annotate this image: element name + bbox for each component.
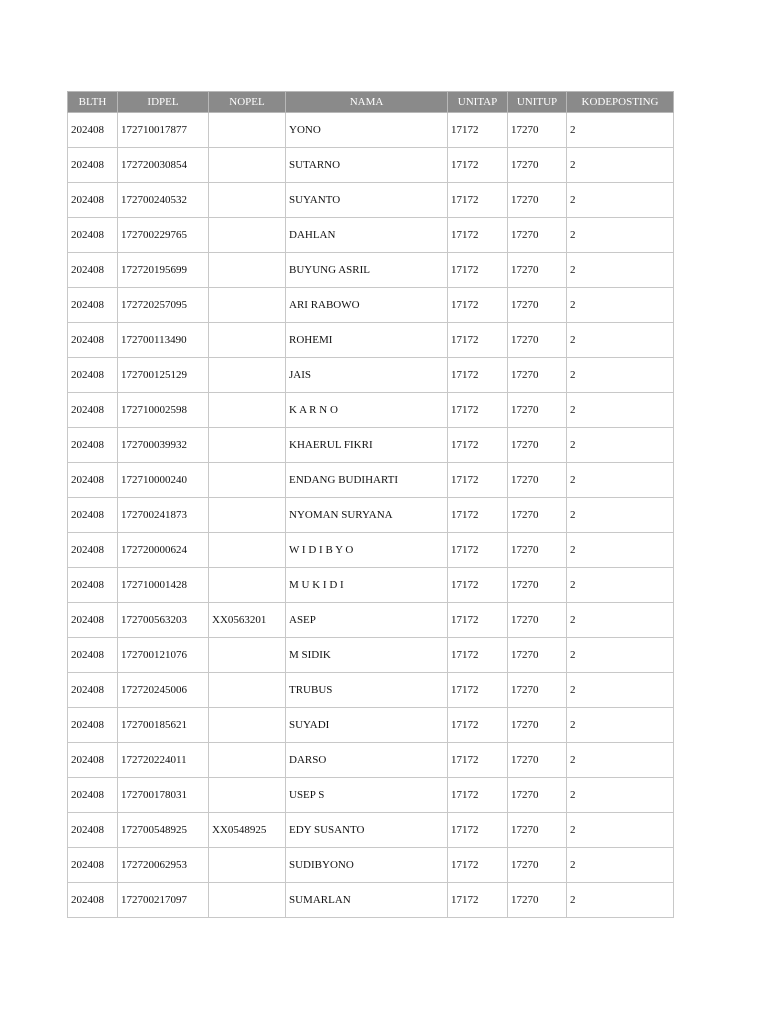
cell-blth: 202408	[68, 883, 118, 918]
cell-unitap: 17172	[448, 358, 508, 393]
column-header-nopel: NOPEL	[209, 92, 286, 113]
table-row	[68, 603, 674, 638]
column-header-kodeposting: KODEPOSTING	[567, 92, 674, 113]
cell-kodeposting: 2	[567, 183, 674, 218]
cell-unitup: 17270	[508, 183, 567, 218]
cell-nopel	[209, 358, 286, 393]
cell-nopel	[209, 883, 286, 918]
table-row	[68, 883, 674, 918]
cell-blth: 202408	[68, 673, 118, 708]
cell-unitup: 17270	[508, 743, 567, 778]
cell-unitap: 17172	[448, 708, 508, 743]
cell-nopel	[209, 568, 286, 603]
cell-kodeposting: 2	[567, 323, 674, 358]
cell-unitap: 17172	[448, 463, 508, 498]
cell-unitup: 17270	[508, 883, 567, 918]
cell-idpel: 172700178031	[118, 778, 209, 813]
cell-unitup: 17270	[508, 393, 567, 428]
cell-nopel	[209, 848, 286, 883]
header-row	[68, 92, 674, 113]
cell-nopel	[209, 743, 286, 778]
cell-unitap: 17172	[448, 148, 508, 183]
cell-nama: DAHLAN	[286, 218, 448, 253]
cell-unitap: 17172	[448, 638, 508, 673]
cell-unitup: 17270	[508, 813, 567, 848]
cell-nama: SUTARNO	[286, 148, 448, 183]
cell-kodeposting: 2	[567, 883, 674, 918]
cell-unitap: 17172	[448, 323, 508, 358]
cell-unitup: 17270	[508, 848, 567, 883]
cell-kodeposting: 2	[567, 743, 674, 778]
cell-unitap: 17172	[448, 393, 508, 428]
cell-kodeposting: 2	[567, 253, 674, 288]
cell-nama: ARI RABOWO	[286, 288, 448, 323]
cell-unitup: 17270	[508, 148, 567, 183]
cell-unitup: 17270	[508, 708, 567, 743]
cell-blth: 202408	[68, 148, 118, 183]
cell-idpel: 172700113490	[118, 323, 209, 358]
cell-idpel: 172700217097	[118, 883, 209, 918]
cell-blth: 202408	[68, 463, 118, 498]
cell-idpel: 172700241873	[118, 498, 209, 533]
cell-nopel	[209, 463, 286, 498]
cell-nopel	[209, 253, 286, 288]
cell-blth: 202408	[68, 393, 118, 428]
table-row	[68, 218, 674, 253]
cell-kodeposting: 2	[567, 778, 674, 813]
table-row	[68, 813, 674, 848]
cell-unitap: 17172	[448, 218, 508, 253]
cell-nopel	[209, 323, 286, 358]
cell-blth: 202408	[68, 848, 118, 883]
cell-kodeposting: 2	[567, 708, 674, 743]
table-row	[68, 778, 674, 813]
cell-idpel: 172700039932	[118, 428, 209, 463]
column-header-blth: BLTH	[68, 92, 118, 113]
cell-nama: NYOMAN SURYANA	[286, 498, 448, 533]
table-row	[68, 533, 674, 568]
column-header-nama: NAMA	[286, 92, 448, 113]
cell-nopel	[209, 778, 286, 813]
cell-idpel: 172720000624	[118, 533, 209, 568]
cell-kodeposting: 2	[567, 218, 674, 253]
cell-nopel: XX0548925	[209, 813, 286, 848]
cell-idpel: 172720062953	[118, 848, 209, 883]
column-header-unitup: UNITUP	[508, 92, 567, 113]
cell-blth: 202408	[68, 183, 118, 218]
cell-idpel: 172700563203	[118, 603, 209, 638]
cell-unitap: 17172	[448, 253, 508, 288]
cell-unitup: 17270	[508, 113, 567, 148]
cell-nama: SUYADI	[286, 708, 448, 743]
cell-unitup: 17270	[508, 463, 567, 498]
cell-idpel: 172720195699	[118, 253, 209, 288]
cell-nopel	[209, 498, 286, 533]
table-row	[68, 288, 674, 323]
cell-nopel	[209, 148, 286, 183]
cell-unitup: 17270	[508, 253, 567, 288]
cell-nama: K A R N O	[286, 393, 448, 428]
cell-kodeposting: 2	[567, 568, 674, 603]
cell-kodeposting: 2	[567, 638, 674, 673]
cell-unitap: 17172	[448, 113, 508, 148]
cell-blth: 202408	[68, 113, 118, 148]
table-row	[68, 253, 674, 288]
cell-unitap: 17172	[448, 288, 508, 323]
cell-unitap: 17172	[448, 603, 508, 638]
cell-nama: SUDIBYONO	[286, 848, 448, 883]
cell-idpel: 172700121076	[118, 638, 209, 673]
cell-nopel	[209, 288, 286, 323]
table-row	[68, 113, 674, 148]
cell-idpel: 172700185621	[118, 708, 209, 743]
cell-idpel: 172720224011	[118, 743, 209, 778]
cell-unitup: 17270	[508, 673, 567, 708]
cell-unitap: 17172	[448, 568, 508, 603]
cell-kodeposting: 2	[567, 113, 674, 148]
cell-kodeposting: 2	[567, 288, 674, 323]
cell-nama: EDY SUSANTO	[286, 813, 448, 848]
column-header-unitap: UNITAP	[448, 92, 508, 113]
cell-nopel: XX0563201	[209, 603, 286, 638]
table-row	[68, 393, 674, 428]
cell-unitup: 17270	[508, 323, 567, 358]
cell-unitap: 17172	[448, 498, 508, 533]
customer-records-table	[67, 91, 674, 918]
table-row	[68, 358, 674, 393]
cell-kodeposting: 2	[567, 358, 674, 393]
table-row	[68, 708, 674, 743]
cell-kodeposting: 2	[567, 148, 674, 183]
table-row	[68, 323, 674, 358]
cell-idpel: 172700240532	[118, 183, 209, 218]
table-row	[68, 463, 674, 498]
cell-idpel: 172720245006	[118, 673, 209, 708]
cell-kodeposting: 2	[567, 813, 674, 848]
cell-unitap: 17172	[448, 428, 508, 463]
cell-nopel	[209, 218, 286, 253]
cell-nama: ENDANG BUDIHARTI	[286, 463, 448, 498]
cell-blth: 202408	[68, 778, 118, 813]
cell-kodeposting: 2	[567, 498, 674, 533]
cell-blth: 202408	[68, 428, 118, 463]
cell-unitup: 17270	[508, 498, 567, 533]
cell-kodeposting: 2	[567, 848, 674, 883]
cell-unitap: 17172	[448, 673, 508, 708]
cell-unitap: 17172	[448, 533, 508, 568]
cell-unitup: 17270	[508, 288, 567, 323]
cell-kodeposting: 2	[567, 428, 674, 463]
cell-nama: W I D I B Y O	[286, 533, 448, 568]
cell-nopel	[209, 638, 286, 673]
table-body	[68, 113, 674, 918]
cell-nama: ROHEMI	[286, 323, 448, 358]
table-row	[68, 568, 674, 603]
table-header	[68, 92, 674, 113]
table-row	[68, 498, 674, 533]
cell-nopel	[209, 393, 286, 428]
cell-blth: 202408	[68, 603, 118, 638]
cell-unitup: 17270	[508, 638, 567, 673]
table-row	[68, 183, 674, 218]
cell-unitup: 17270	[508, 533, 567, 568]
cell-blth: 202408	[68, 533, 118, 568]
table-row	[68, 743, 674, 778]
cell-blth: 202408	[68, 708, 118, 743]
cell-kodeposting: 2	[567, 673, 674, 708]
cell-blth: 202408	[68, 568, 118, 603]
cell-idpel: 172720257095	[118, 288, 209, 323]
cell-kodeposting: 2	[567, 533, 674, 568]
cell-blth: 202408	[68, 288, 118, 323]
cell-unitup: 17270	[508, 428, 567, 463]
cell-unitap: 17172	[448, 778, 508, 813]
cell-idpel: 172700125129	[118, 358, 209, 393]
cell-idpel: 172710017877	[118, 113, 209, 148]
cell-unitap: 17172	[448, 848, 508, 883]
cell-nopel	[209, 183, 286, 218]
cell-unitap: 17172	[448, 743, 508, 778]
cell-idpel: 172710001428	[118, 568, 209, 603]
cell-unitup: 17270	[508, 603, 567, 638]
cell-blth: 202408	[68, 638, 118, 673]
cell-blth: 202408	[68, 218, 118, 253]
cell-kodeposting: 2	[567, 463, 674, 498]
cell-nama: SUMARLAN	[286, 883, 448, 918]
cell-unitup: 17270	[508, 568, 567, 603]
cell-nama: SUYANTO	[286, 183, 448, 218]
cell-nama: JAIS	[286, 358, 448, 393]
column-header-idpel: IDPEL	[118, 92, 209, 113]
cell-unitap: 17172	[448, 813, 508, 848]
cell-idpel: 172710002598	[118, 393, 209, 428]
table-row	[68, 148, 674, 183]
cell-nopel	[209, 708, 286, 743]
cell-blth: 202408	[68, 813, 118, 848]
cell-unitup: 17270	[508, 358, 567, 393]
table-row	[68, 848, 674, 883]
cell-kodeposting: 2	[567, 603, 674, 638]
cell-unitup: 17270	[508, 778, 567, 813]
table-row	[68, 673, 674, 708]
cell-nama: TRUBUS	[286, 673, 448, 708]
cell-blth: 202408	[68, 743, 118, 778]
cell-nopel	[209, 673, 286, 708]
cell-blth: 202408	[68, 253, 118, 288]
cell-nopel	[209, 428, 286, 463]
cell-nama: YONO	[286, 113, 448, 148]
cell-nopel	[209, 533, 286, 568]
cell-blth: 202408	[68, 358, 118, 393]
cell-kodeposting: 2	[567, 393, 674, 428]
cell-unitap: 17172	[448, 883, 508, 918]
cell-idpel: 172700548925	[118, 813, 209, 848]
cell-nopel	[209, 113, 286, 148]
table-row	[68, 638, 674, 673]
cell-unitap: 17172	[448, 183, 508, 218]
cell-blth: 202408	[68, 323, 118, 358]
cell-idpel: 172700229765	[118, 218, 209, 253]
cell-nama: DARSO	[286, 743, 448, 778]
cell-nama: KHAERUL FIKRI	[286, 428, 448, 463]
cell-idpel: 172710000240	[118, 463, 209, 498]
cell-idpel: 172720030854	[118, 148, 209, 183]
table-row	[68, 428, 674, 463]
cell-nama: ASEP	[286, 603, 448, 638]
cell-nama: M U K I D I	[286, 568, 448, 603]
cell-blth: 202408	[68, 498, 118, 533]
cell-nama: M SIDIK	[286, 638, 448, 673]
cell-unitup: 17270	[508, 218, 567, 253]
cell-nama: BUYUNG ASRIL	[286, 253, 448, 288]
cell-nama: USEP S	[286, 778, 448, 813]
